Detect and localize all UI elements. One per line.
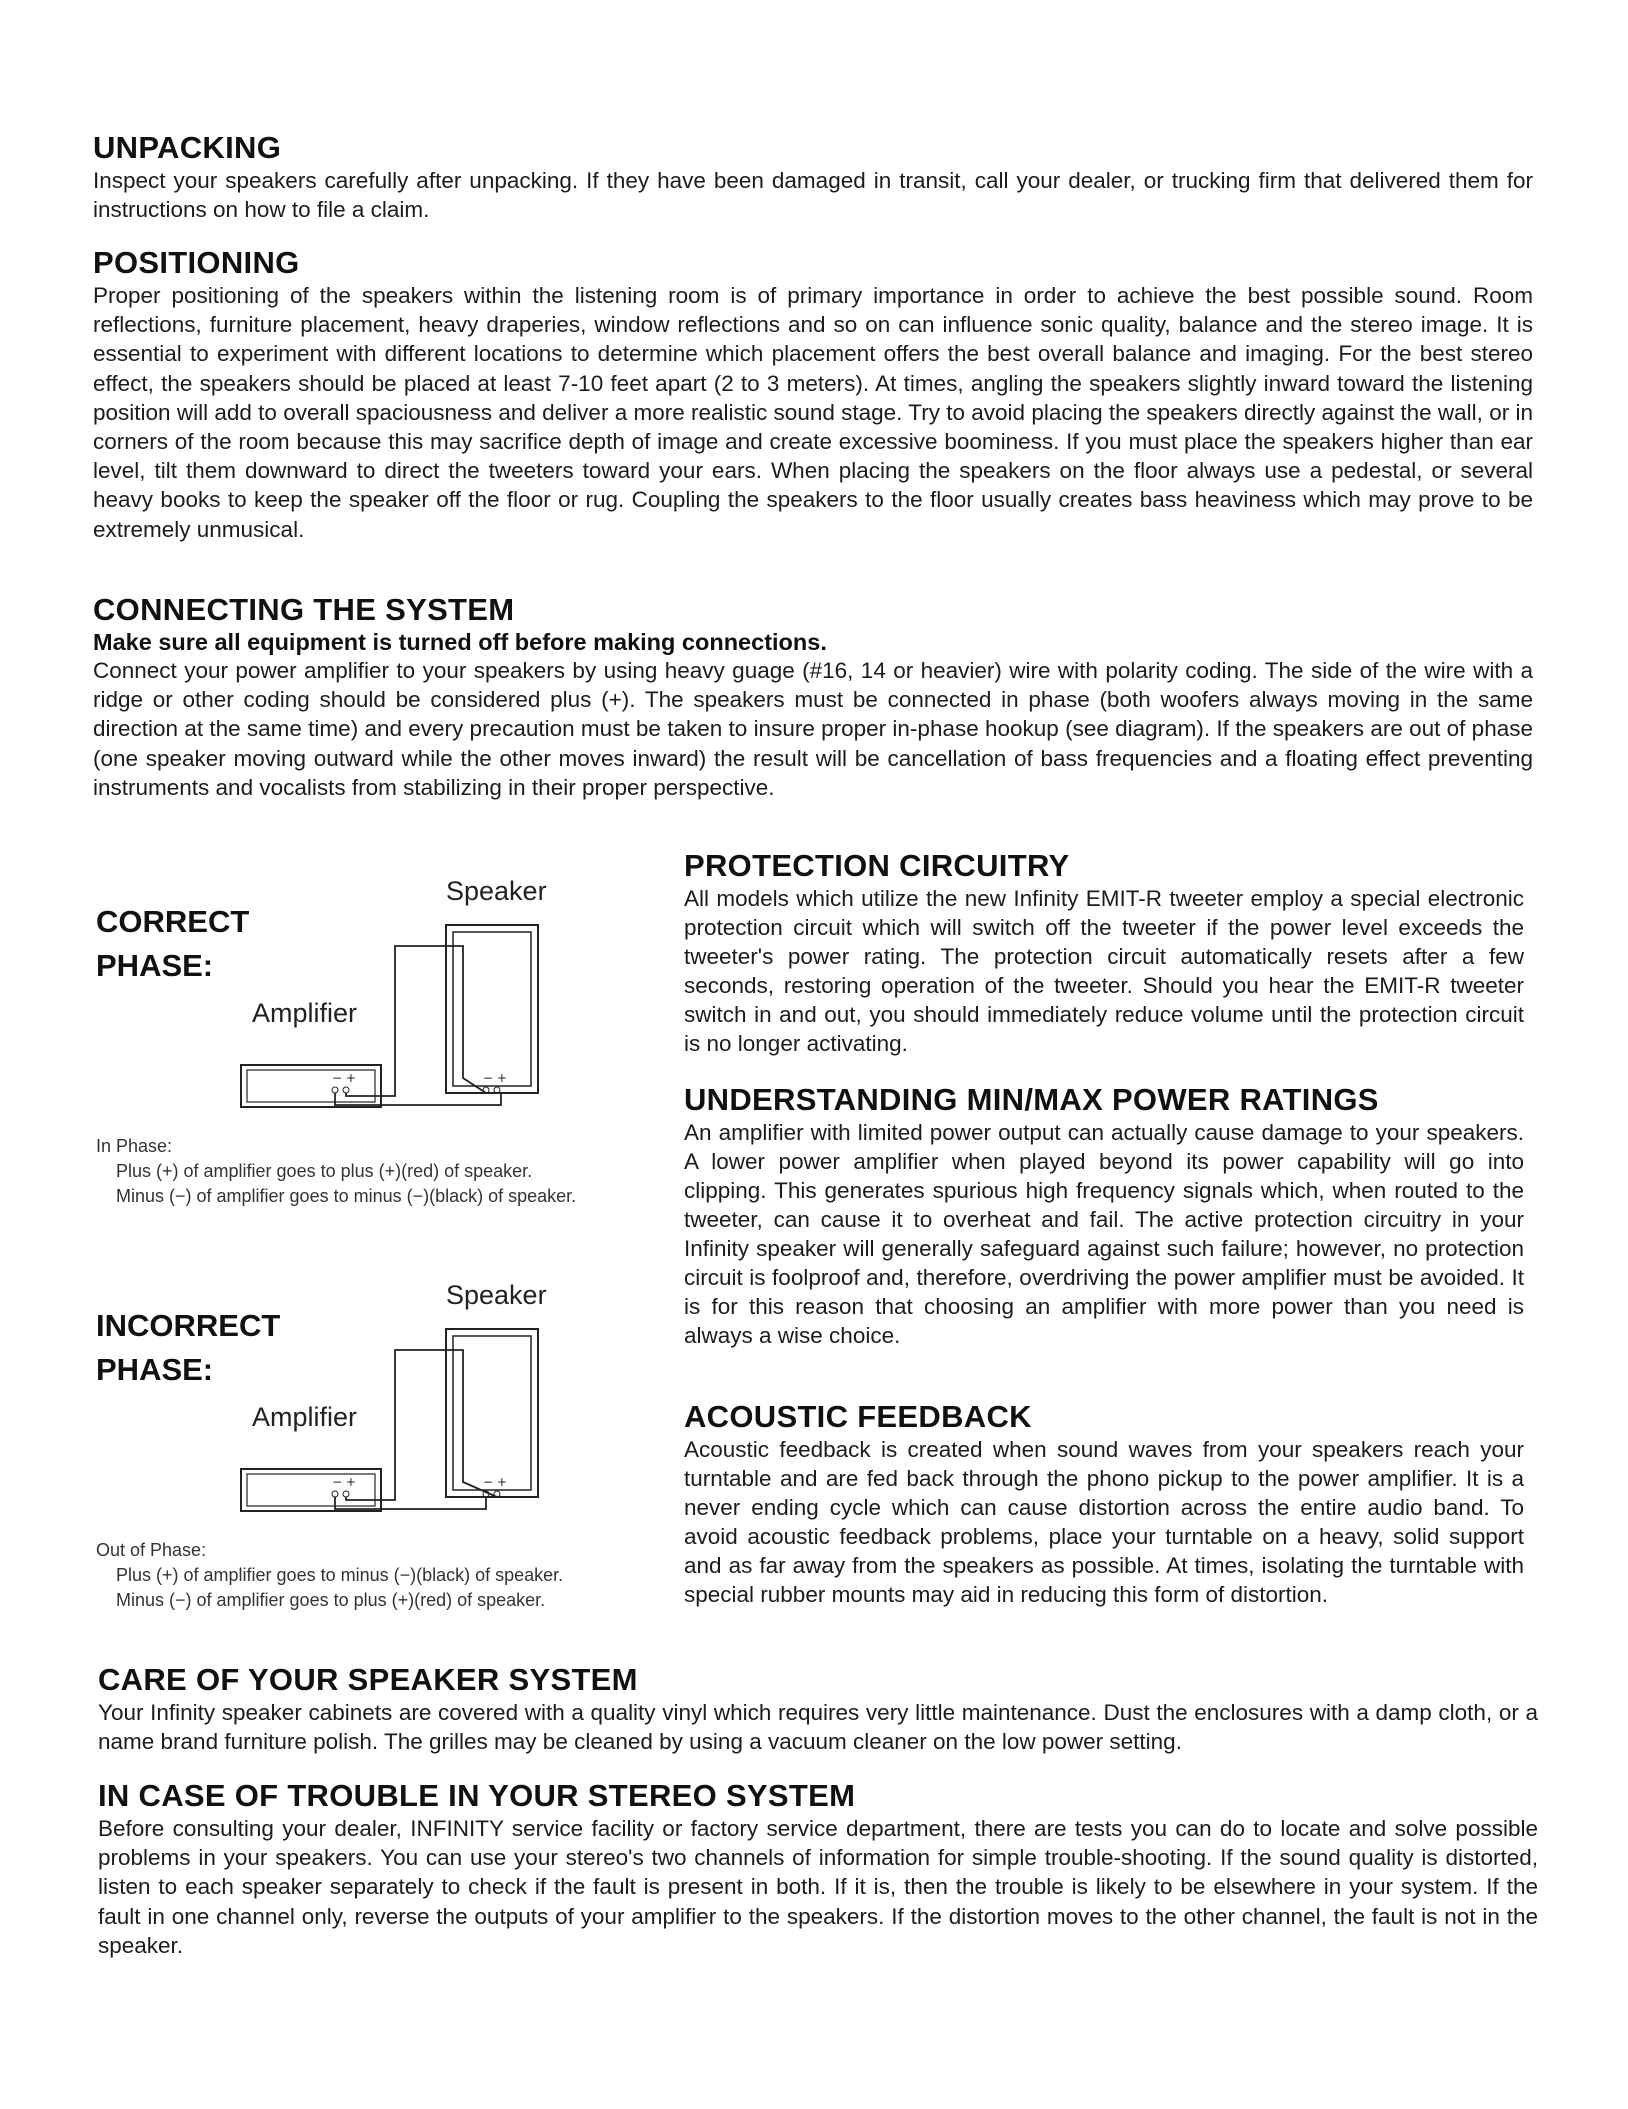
speaker-label: Speaker xyxy=(446,1280,547,1310)
protection-heading: PROTECTION CIRCUITRY xyxy=(684,848,1070,883)
out-of-phase-caption-line1: Plus (+) of amplifier goes to minus (−)(black) of speaker. xyxy=(116,1565,564,1585)
incorrect-phase-wiring-graphic xyxy=(90,1272,670,1512)
svg-text:− +: − + xyxy=(332,1475,356,1489)
correct-phase-diagram xyxy=(90,868,670,1206)
connecting-heading: CONNECTING THE SYSTEM xyxy=(93,592,515,627)
section-acoustic-feedback xyxy=(684,1399,1524,1609)
connecting-warning: Make sure all equipment is turned off before making connections. xyxy=(93,629,827,655)
in-phase-caption-line1: Plus (+) of amplifier goes to plus (+)(red) of speaker. xyxy=(116,1161,533,1181)
svg-text:− +: − + xyxy=(483,1475,507,1489)
power-ratings-heading: UNDERSTANDING MIN/MAX POWER RATINGS xyxy=(684,1082,1379,1117)
positioning-heading: POSITIONING xyxy=(93,245,300,280)
trouble-text: Before consulting your dealer, INFINITY service facility or factory service department, there are tests you can do to locate and solve possible problems in your speakers. You can use your stereo's two channels of information for simple trouble-shooting. If the sound quality is distorted, listen to each speaker separately to check if the fault is present in both. If it is, then the trouble is likely to be elsewhere in your system. If the fault in one channel only, reverse the outputs of your amplifier to the speakers. If the distortion moves to the other channel, the fault is not in the speaker. xyxy=(98,1816,1538,1958)
protection-text: All models which utilize the new Infinity EMIT-R tweeter employ a special electronic protection circuit which will switch off the tweeter if the power level exceeds the tweeter's power rating. The protection circuit automatically resets after a few seconds, restoring operation of the tweeter. Should you hear the EMIT-R tweeter switch in and out, you should immediately reduce volume until the protection circuit is no longer activating. xyxy=(684,886,1524,1056)
connecting-text: Connect your power amplifier to your speakers by using heavy guage (#16, 14 or heavier) wire with polarity coding. The side of the wire with a ridge or other coding should be considered plus (+). The speakers must be connected in phase (both woofers always moving in the same direction at the same time) and every precaution must be taken to insure proper in-phase hookup (see diagram). If the speakers are out of phase (one speaker moving outward while the other moves inward) the result will be cancellation of bass frequencies and a floating effect preventing instruments and vocalists from stabilizing in their proper perspective. xyxy=(93,658,1533,800)
unpacking-heading: UNPACKING xyxy=(93,130,282,165)
correct-phase-title-line2: PHASE: xyxy=(96,948,214,983)
svg-text:− +: − + xyxy=(332,1071,356,1085)
correct-phase-wiring-graphic xyxy=(90,868,670,1108)
in-phase-caption-title: In Phase: xyxy=(96,1136,173,1156)
acoustic-feedback-heading: ACOUSTIC FEEDBACK xyxy=(684,1399,1032,1434)
power-ratings-text: An amplifier with limited power output can actually cause damage to your speakers. A lower power amplifier when played beyond its power capability will go into clipping. This generates spurious high frequency signals which, when routed to the tweeter, can cause it to overheat and fail. The active protection circuitry in your Infinity speaker will generally safeguard against such failure; however, no protection circuit is foolproof and, therefore, overdriving the power amplifier must be avoided. It is for this reason that choosing an amplifier with more power than you need is always a wise choice. xyxy=(684,1120,1524,1348)
incorrect-phase-diagram xyxy=(90,1272,670,1610)
svg-text:− +: − + xyxy=(483,1071,507,1085)
section-power-ratings xyxy=(684,1082,1524,1350)
amplifier-label: Amplifier xyxy=(252,998,358,1028)
section-unpacking xyxy=(93,130,1533,224)
incorrect-phase-title-line1: INCORRECT xyxy=(96,1308,281,1343)
acoustic-feedback-text: Acoustic feedback is created when sound waves from your speakers reach your turntable and are fed back through the phono pickup to the power amplifier. It is a never ending cycle which can cause distortion across the entire audio band. To avoid acoustic feedback problems, place your turntable on a heavy, solid support and as far away from the speakers as possible. At times, isolating the turntable with special rubber mounts may aid in reducing this form of distortion. xyxy=(684,1437,1524,1607)
unpacking-text: Inspect your speakers carefully after unpacking. If they have been damaged in transit, call your dealer, or trucking firm that delivered them for instructions on how to file a claim. xyxy=(93,168,1533,223)
positioning-text: Proper positioning of the speakers within the listening room is of primary importance in order to achieve the best possible sound. Room reflections, furniture placement, heavy draperies, window reflections and so on can influence sonic quality, balance and the stereo image. It is essential to experiment with different locations to determine which placement offers the best overall balance and imaging. For the best stereo effect, the speakers should be placed at least 7-10 feet apart (2 to 3 meters). At times, angling the speakers slightly inward toward the listening position will add to overall spaciousness and deliver a more realistic sound stage. Try to avoid placing the speakers directly against the wall, or in corners of the room because this may sacrifice depth of image and create excessive boominess. If you must place the speakers higher than ear level, tilt them downward to direct the tweeters toward your ears. When placing the speakers on the floor always use a pedestal, or several heavy books to keep the speaker off the floor or rug. Coupling the speakers to the floor usually creates bass heaviness which may prove to be extremely unmusical. xyxy=(93,283,1533,542)
in-phase-caption-line2: Minus (−) of amplifier goes to minus (−)(black) of speaker. xyxy=(116,1186,577,1206)
speaker-label: Speaker xyxy=(446,876,547,906)
care-text: Your Infinity speaker cabinets are covered with a quality vinyl which requires very little maintenance. Dust the enclosures with a damp cloth, or a name brand furniture polish. The grilles may be cleaned by using a vacuum cleaner on the low power setting. xyxy=(98,1700,1538,1755)
care-heading: CARE OF YOUR SPEAKER SYSTEM xyxy=(98,1662,638,1697)
section-connecting xyxy=(93,592,1533,802)
incorrect-phase-title-line2: PHASE: xyxy=(96,1352,214,1387)
amplifier-label: Amplifier xyxy=(252,1402,358,1432)
section-positioning xyxy=(93,245,1533,544)
correct-phase-title-line1: CORRECT xyxy=(96,904,250,939)
section-trouble xyxy=(98,1778,1538,1960)
out-of-phase-caption-title: Out of Phase: xyxy=(96,1540,207,1560)
section-protection xyxy=(684,848,1524,1058)
trouble-heading: IN CASE OF TROUBLE IN YOUR STEREO SYSTEM xyxy=(98,1778,856,1813)
section-care xyxy=(98,1662,1538,1756)
out-of-phase-caption-line2: Minus (−) of amplifier goes to plus (+)(red) of speaker. xyxy=(116,1590,546,1610)
